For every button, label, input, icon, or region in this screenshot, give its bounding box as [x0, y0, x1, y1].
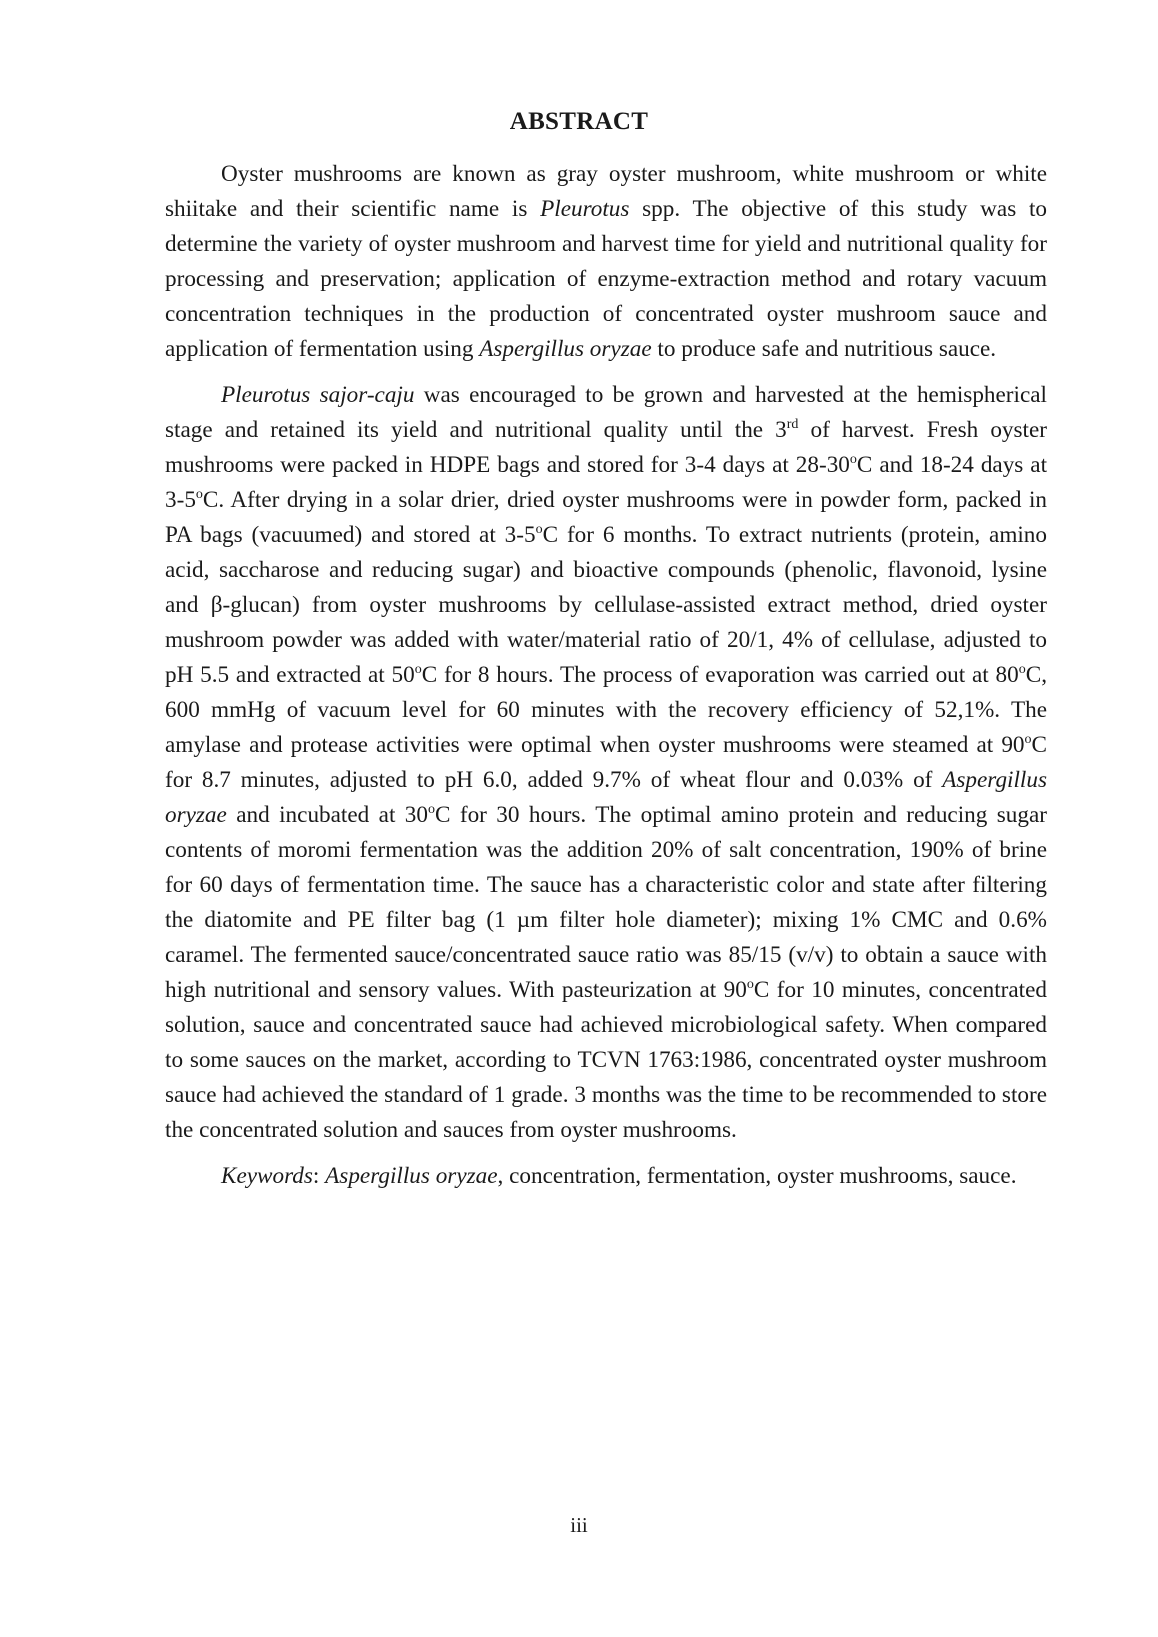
text-run: C, 600 mmHg of vacuum level for 60 minutes with the recovery efficiency of 52,1%. The amylase and protease activities were optimal when oyster mushrooms were steamed at 90	[165, 662, 1048, 758]
keywords-paragraph	[165, 1159, 1047, 1194]
superscript-text: o	[427, 802, 435, 817]
italic-text: Aspergillus oryzae	[479, 336, 652, 362]
text-run: C for 10 minutes, concentrated solution, sauce and concentrated sauce had achieved microbiological safety. When compared to some sauces on the market, according to TCVN 1763:1986, concentrated oyster mushroom sauce had achieved the standard of 1 grade. 3 months was the time to be recommended to store the concentrated solution and sauces from oyster mushrooms.	[165, 977, 1048, 1143]
superscript-text: o	[414, 662, 422, 677]
text-run: of harvest. Fresh oyster mushrooms were packed in HDPE bags and stored for 3-4 days at 28-30	[165, 417, 1047, 478]
text-run: C for 30 hours. The optimal amino protein and reducing sugar contents of moromi fermentation was the addition 20% of salt concentration, 190% of brine for 60 days of fermentation time. The sauce has a characteristic color and state after filtering the diatomite and PE filter bag (1 µm filter hole diameter); mixing 1% CMC and 0.6% caramel. The fermented sauce/concentrated sauce ratio was 85/15 (v/v) to obtain a sauce with high nutritional and sensory values. With pasteurization at 90	[165, 802, 1047, 1003]
text-run: C and 18-24 days at 3-5	[165, 452, 1048, 513]
text-run: , concentration, fermentation, oyster mushrooms, sauce.	[497, 1163, 1017, 1189]
superscript-text: o	[746, 977, 754, 992]
italic-text: Pleurotus	[540, 196, 630, 222]
page-number: iii	[570, 1513, 588, 1537]
text-run: C for 8.7 minutes, adjusted to pH 6.0, added 9.7% of wheat flour and 0.03% of	[165, 732, 1047, 793]
abstract-paragraph-1	[165, 157, 1047, 367]
superscript-text: o	[1018, 662, 1026, 677]
abstract-paragraph-2	[165, 378, 1047, 1148]
abstract-title: ABSTRACT	[509, 108, 649, 135]
italic-text: Pleurotus sajor-caju	[221, 382, 415, 408]
text-run: :	[312, 1163, 326, 1189]
italic-text: Keywords	[221, 1163, 313, 1189]
text-run: Oyster mushrooms are known as gray oyster mushroom, white mushroom or white shiitake and their scientific name is	[165, 161, 1047, 222]
superscript-text: o	[535, 522, 543, 537]
text-run: was encouraged to be grown and harvested at the hemispherical stage and retained its yield and nutritional quality until the 3	[165, 382, 1047, 443]
text-run: spp. The objective of this study was to determine the variety of oyster mushroom and harvest time for yield and nutritional quality for processing and preservation; application of enzyme-extraction method and rotary vacuum concentration techniques in the production of concentrated oyster mushroom sauce and application of fermentation using	[165, 196, 1047, 362]
superscript-text: o	[849, 452, 857, 467]
abstract-body	[165, 157, 1047, 1205]
superscript-text: rd	[786, 417, 799, 432]
text-run: and incubated at 30	[226, 802, 428, 828]
italic-text: Aspergillus oryzae	[165, 767, 1047, 828]
text-run: C for 8 hours. The process of evaporation was carried out at 80	[421, 662, 1019, 688]
superscript-text: o	[195, 487, 203, 502]
text-run: C for 6 months. To extract nutrients (protein, amino acid, saccharose and reducing sugar) and bioactive compounds (phenolic, flavonoid, lysine and β-glucan) from oyster mushrooms by cellulase-assisted extract method, dried oyster mushroom powder was added with water/material ratio of 20/1, 4% of cellulase, adjusted to pH 5.5 and extracted at 50	[165, 522, 1047, 688]
text-run: to produce safe and nutritious sauce.	[651, 336, 997, 362]
italic-text: Aspergillus oryzae	[325, 1163, 498, 1189]
superscript-text: o	[1024, 732, 1032, 747]
text-run: C. After drying in a solar drier, dried oyster mushrooms were in powder form, packed in PA bags (vacuumed) and stored at 3-5	[165, 487, 1047, 548]
